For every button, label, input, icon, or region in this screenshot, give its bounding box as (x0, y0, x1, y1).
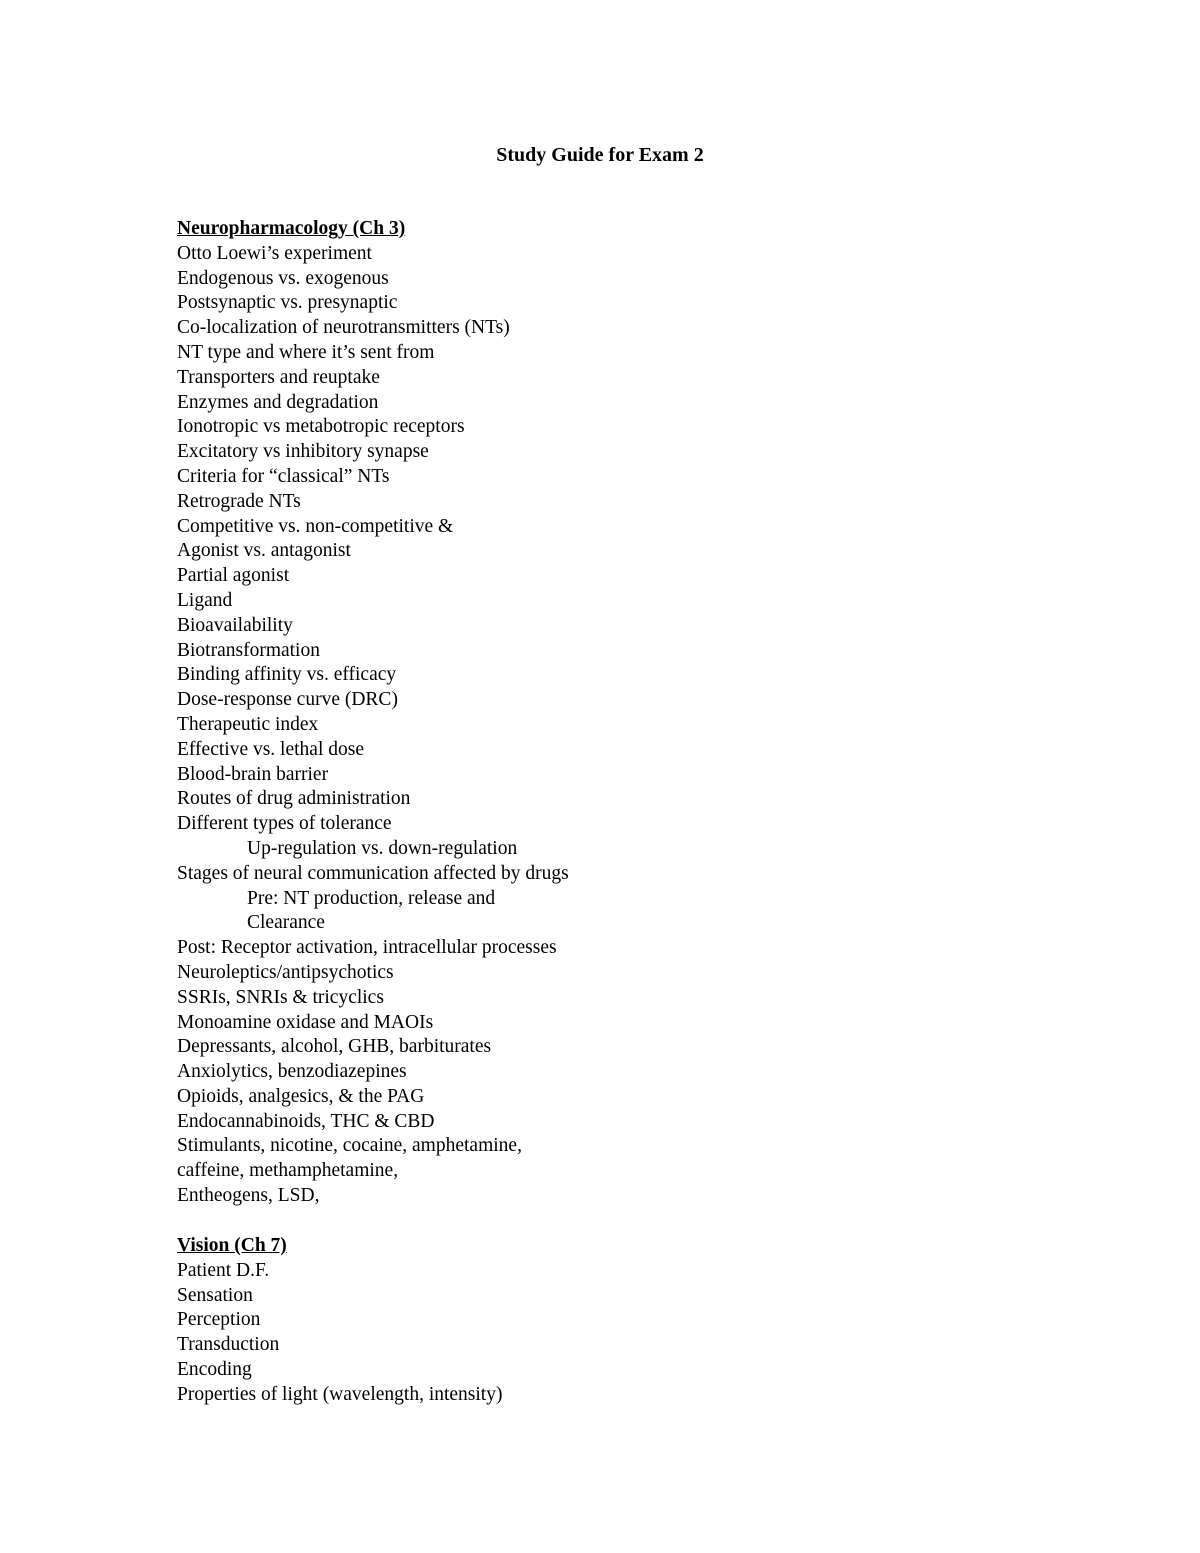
list-item: Competitive vs. non-competitive & (177, 515, 454, 537)
list-item: Otto Loewi’s experiment (177, 242, 372, 264)
list-item: Ligand (177, 589, 233, 611)
list-item: Blood-brain barrier (177, 763, 329, 785)
list-item: Agonist vs. antagonist (177, 540, 351, 562)
list-item: Co-localization of neurotransmitters (NTs) (177, 317, 510, 339)
list-item: Dose-response curve (DRC) (177, 689, 398, 711)
section-lines (177, 1259, 1077, 1408)
list-item: Perception (177, 1309, 261, 1331)
list-item: Retrograde NTs (177, 490, 301, 512)
list-item: Routes of drug administration (177, 788, 411, 810)
list-item: Bioavailability (177, 614, 293, 636)
list-item: Effective vs. lethal dose (177, 738, 364, 760)
list-item: Enzymes and degradation (177, 391, 379, 413)
list-item: Endocannabinoids, THC & CBD (177, 1110, 435, 1132)
list-item: Postsynaptic vs. presynaptic (177, 292, 398, 314)
list-item: SSRIs, SNRIs & tricyclics (177, 986, 384, 1008)
list-item: Different types of tolerance (177, 813, 392, 835)
list-item: Neuroleptics/antipsychotics (177, 961, 394, 983)
section-vision (177, 1234, 1077, 1408)
list-item: NT type and where it’s sent from (177, 341, 435, 363)
list-item: Excitatory vs inhibitory synapse (177, 441, 429, 463)
section-heading: Neuropharmacology (Ch 3) (177, 218, 406, 239)
list-item: Encoding (177, 1358, 252, 1380)
list-item: Partial agonist (177, 565, 290, 587)
list-item: Transporters and reuptake (177, 366, 380, 388)
list-item: Endogenous vs. exogenous (177, 267, 389, 289)
list-item: Criteria for “classical” NTs (177, 465, 390, 487)
list-item: Therapeutic index (177, 713, 319, 735)
section-neuropharmacology (177, 217, 1077, 1209)
list-item: Stimulants, nicotine, cocaine, amphetamine, (177, 1135, 522, 1157)
list-item: Sensation (177, 1284, 253, 1306)
list-item: Biotransformation (177, 639, 320, 661)
section-lines (177, 242, 1077, 1209)
list-item: Transduction (177, 1334, 280, 1356)
list-item: Post: Receptor activation, intracellular processes (177, 937, 557, 959)
list-item: caffeine, methamphetamine, (177, 1160, 399, 1182)
sub-list-item: Up-regulation vs. down-regulation (247, 837, 518, 859)
sub-list-item: Pre: NT production, release and (247, 887, 496, 909)
list-item: Entheogens, LSD, (177, 1185, 320, 1207)
list-item: Monoamine oxidase and MAOIs (177, 1011, 434, 1033)
list-item: Depressants, alcohol, GHB, barbiturates (177, 1036, 492, 1058)
list-item: Stages of neural communication affected by drugs (177, 862, 569, 884)
list-item: Patient D.F. (177, 1259, 270, 1281)
section-heading: Vision (Ch 7) (177, 1235, 287, 1256)
list-item: Anxiolytics, benzodiazepines (177, 1061, 407, 1083)
list-item: Properties of light (wavelength, intensity) (177, 1383, 503, 1405)
list-item: Ionotropic vs metabotropic receptors (177, 416, 465, 438)
document-title: Study Guide for Exam 2 (496, 144, 704, 166)
list-item: Binding affinity vs. efficacy (177, 664, 397, 686)
list-item: Opioids, analgesics, & the PAG (177, 1085, 425, 1107)
sub-list-item: Clearance (247, 912, 325, 934)
